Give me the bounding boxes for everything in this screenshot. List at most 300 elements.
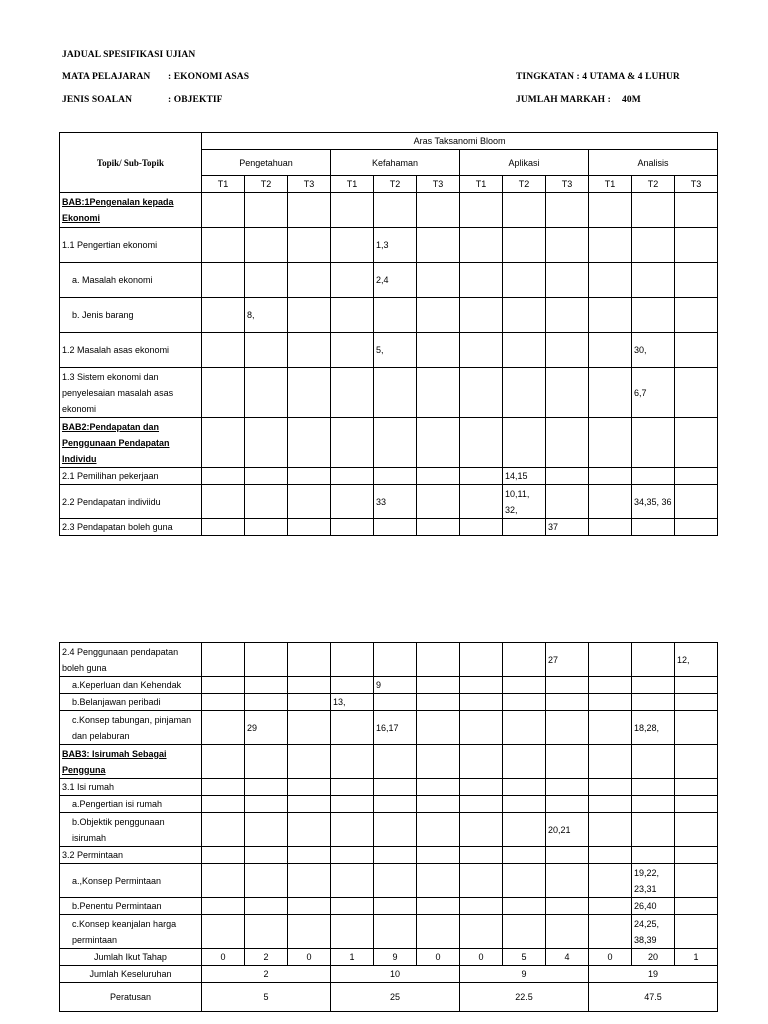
marks-value: 40M [622, 95, 641, 105]
question-cell [374, 193, 417, 228]
question-cell [417, 711, 460, 745]
table-row [60, 468, 718, 485]
jumlah-tahap-value: 4 [546, 949, 589, 966]
question-cell [331, 228, 374, 263]
topic-cell: a. Masalah ekonomi [60, 263, 202, 298]
question-cell [202, 193, 245, 228]
question-cell [589, 228, 632, 263]
question-cell [632, 745, 675, 779]
question-cell [331, 485, 374, 519]
table-row [60, 485, 718, 519]
question-cell: 1,3 [374, 228, 417, 263]
question-cell [288, 228, 331, 263]
table-row [60, 898, 718, 915]
topic-cell: 2.1 Pemilihan pekerjaan [60, 468, 202, 485]
question-cell [589, 915, 632, 949]
topic-cell: BAB2:Pendapatan dan Penggunaan Pendapatan Individu [60, 418, 202, 468]
question-cell [331, 898, 374, 915]
question-cell [675, 847, 718, 864]
question-cell [245, 864, 288, 898]
topic-cell: BAB3: Isirumah Sebagai Pengguna [60, 745, 202, 779]
question-cell [546, 864, 589, 898]
question-cell [245, 519, 288, 536]
jumlah-tahap-value: 20 [632, 949, 675, 966]
question-cell [546, 847, 589, 864]
question-cell: 12, [675, 643, 718, 677]
question-cell [374, 915, 417, 949]
question-cell [417, 333, 460, 368]
question-cell [460, 694, 503, 711]
question-cell [288, 915, 331, 949]
group-header: Pengetahuan [202, 150, 331, 176]
question-cell [460, 193, 503, 228]
jumlah-tahap-row [60, 949, 718, 966]
question-cell [460, 263, 503, 298]
question-cell [202, 368, 245, 418]
question-cell [288, 193, 331, 228]
question-cell [288, 368, 331, 418]
topic-cell: b.Objektik penggunaan isirumah [60, 813, 202, 847]
question-cell [589, 796, 632, 813]
type-label: JENIS SOALAN [62, 95, 133, 105]
jumlah-tahap-label: Jumlah Ikut Tahap [60, 949, 202, 966]
question-cell [202, 298, 245, 333]
question-cell [288, 779, 331, 796]
question-cell: 6,7 [632, 368, 675, 418]
question-cell: 18,28, [632, 711, 675, 745]
question-cell [288, 796, 331, 813]
question-cell [331, 643, 374, 677]
question-cell [546, 263, 589, 298]
question-cell [460, 847, 503, 864]
question-cell [503, 779, 546, 796]
question-cell [503, 368, 546, 418]
question-cell [503, 333, 546, 368]
question-cell: 16,17 [374, 711, 417, 745]
question-cell [675, 694, 718, 711]
question-cell [417, 643, 460, 677]
question-cell [675, 193, 718, 228]
question-cell [503, 643, 546, 677]
question-cell [503, 228, 546, 263]
group-header: Analisis [589, 150, 718, 176]
question-cell [546, 468, 589, 485]
topic-header: Topik/ Sub-Topik [60, 133, 202, 193]
question-cell [417, 694, 460, 711]
question-cell [503, 864, 546, 898]
question-cell [589, 333, 632, 368]
question-cell [288, 485, 331, 519]
question-cell [331, 745, 374, 779]
level-header: T1 [202, 176, 245, 193]
question-cell: 34,35, 36 [632, 485, 675, 519]
question-cell [546, 368, 589, 418]
question-cell [417, 898, 460, 915]
question-cell [288, 643, 331, 677]
question-cell [675, 263, 718, 298]
question-cell [503, 519, 546, 536]
question-cell [331, 333, 374, 368]
question-cell [331, 864, 374, 898]
question-cell [675, 915, 718, 949]
peratusan-value: 5 [202, 983, 331, 1012]
question-cell [417, 677, 460, 694]
topic-cell: b.Belanjawan peribadi [60, 694, 202, 711]
question-cell [202, 519, 245, 536]
table-row [60, 298, 718, 333]
question-cell [288, 813, 331, 847]
question-cell [417, 228, 460, 263]
question-cell [632, 418, 675, 468]
table-row [60, 779, 718, 796]
question-cell [417, 847, 460, 864]
question-cell [546, 298, 589, 333]
question-cell [374, 298, 417, 333]
question-cell [546, 779, 589, 796]
question-cell [460, 813, 503, 847]
question-cell [503, 677, 546, 694]
question-cell [245, 643, 288, 677]
question-cell [417, 745, 460, 779]
question-cell [546, 694, 589, 711]
question-cell [331, 915, 374, 949]
table-row [60, 519, 718, 536]
question-cell: 24,25, 38,39 [632, 915, 675, 949]
question-cell [417, 813, 460, 847]
table-row [60, 193, 718, 228]
question-cell [503, 694, 546, 711]
question-cell [245, 333, 288, 368]
question-cell [245, 745, 288, 779]
peratusan-value: 22.5 [460, 983, 589, 1012]
question-cell [288, 263, 331, 298]
question-cell [589, 847, 632, 864]
question-cell [589, 898, 632, 915]
question-cell [331, 263, 374, 298]
question-cell [288, 864, 331, 898]
question-cell [202, 745, 245, 779]
question-cell [417, 485, 460, 519]
question-cell [288, 418, 331, 468]
question-cell: 27 [546, 643, 589, 677]
question-cell [417, 779, 460, 796]
question-cell [632, 519, 675, 536]
question-cell [202, 468, 245, 485]
table-row [60, 333, 718, 368]
question-cell [503, 263, 546, 298]
question-cell [288, 468, 331, 485]
question-cell: 19,22, 23,31 [632, 864, 675, 898]
question-cell [374, 368, 417, 418]
question-cell [675, 519, 718, 536]
question-cell [589, 468, 632, 485]
jumlah-tahap-value: 0 [417, 949, 460, 966]
question-cell [546, 745, 589, 779]
question-cell [331, 813, 374, 847]
question-cell [417, 298, 460, 333]
question-cell: 37 [546, 519, 589, 536]
question-cell [632, 298, 675, 333]
topic-cell: c.Konsep tabungan, pinjaman dan pelaburan [60, 711, 202, 745]
table-row [60, 915, 718, 949]
level-header: T3 [675, 176, 718, 193]
question-cell [245, 228, 288, 263]
question-cell: 8, [245, 298, 288, 333]
topic-cell: 2.2 Pendapatan indiviidu [60, 485, 202, 519]
question-cell [202, 898, 245, 915]
question-cell [288, 519, 331, 536]
topic-cell: b. Jenis barang [60, 298, 202, 333]
question-cell [546, 711, 589, 745]
question-cell [675, 333, 718, 368]
table-row [60, 711, 718, 745]
topic-cell: a.Keperluan dan Kehendak [60, 677, 202, 694]
doc-title: JADUAL SPESIFIKASI UJIAN [62, 50, 196, 60]
question-cell [632, 694, 675, 711]
question-cell [202, 485, 245, 519]
question-cell [245, 915, 288, 949]
question-cell [460, 468, 503, 485]
question-cell: 26,40 [632, 898, 675, 915]
table-row [60, 263, 718, 298]
jumlah-tahap-value: 2 [245, 949, 288, 966]
question-cell [331, 468, 374, 485]
jumlah-tahap-value: 1 [675, 949, 718, 966]
jumlah-tahap-value: 9 [374, 949, 417, 966]
question-cell [417, 193, 460, 228]
question-cell [546, 485, 589, 519]
question-cell [503, 298, 546, 333]
jumlah-keseluruhan-row [60, 966, 718, 983]
question-cell [374, 643, 417, 677]
question-cell [589, 193, 632, 228]
subject-label: MATA PELAJARAN [62, 72, 151, 82]
level-header: T2 [632, 176, 675, 193]
question-cell [675, 796, 718, 813]
question-cell [675, 745, 718, 779]
question-cell [202, 847, 245, 864]
question-cell [245, 898, 288, 915]
question-cell [675, 228, 718, 263]
question-cell [546, 193, 589, 228]
jumlah-keseluruhan-value: 2 [202, 966, 331, 983]
jumlah-tahap-value: 0 [288, 949, 331, 966]
question-cell [245, 485, 288, 519]
question-cell [417, 519, 460, 536]
question-cell [546, 915, 589, 949]
question-cell [503, 745, 546, 779]
question-cell [417, 864, 460, 898]
question-cell [245, 677, 288, 694]
question-cell [202, 711, 245, 745]
question-cell: 10,11, 32, [503, 485, 546, 519]
question-cell [589, 519, 632, 536]
table-row [60, 745, 718, 779]
question-cell [675, 677, 718, 694]
question-cell [589, 643, 632, 677]
level-header: T2 [374, 176, 417, 193]
question-cell [245, 796, 288, 813]
question-cell [460, 864, 503, 898]
question-cell [331, 677, 374, 694]
question-cell: 14,15 [503, 468, 546, 485]
level-header: T1 [589, 176, 632, 193]
jumlah-tahap-value: 0 [589, 949, 632, 966]
peratusan-label: Peratusan [60, 983, 202, 1012]
question-cell [675, 813, 718, 847]
question-cell [460, 485, 503, 519]
question-cell [675, 298, 718, 333]
question-cell [589, 711, 632, 745]
question-cell [503, 193, 546, 228]
question-cell [202, 418, 245, 468]
question-cell [202, 228, 245, 263]
question-cell: 33 [374, 485, 417, 519]
question-cell [503, 418, 546, 468]
question-cell [417, 368, 460, 418]
question-cell [546, 333, 589, 368]
group-header: Kefahaman [331, 150, 460, 176]
topic-cell: a.,Konsep Permintaan [60, 864, 202, 898]
question-cell [245, 368, 288, 418]
question-cell [460, 677, 503, 694]
question-cell [503, 915, 546, 949]
question-cell [675, 864, 718, 898]
question-cell [374, 898, 417, 915]
jumlah-keseluruhan-label: Jumlah Keseluruhan [60, 966, 202, 983]
question-cell [202, 864, 245, 898]
question-cell [245, 263, 288, 298]
question-cell [202, 915, 245, 949]
jumlah-tahap-value: 0 [202, 949, 245, 966]
question-cell [589, 485, 632, 519]
jumlah-tahap-value: 5 [503, 949, 546, 966]
question-cell [374, 779, 417, 796]
peratusan-value: 25 [331, 983, 460, 1012]
question-cell [460, 298, 503, 333]
topic-cell: a.Pengertian isi rumah [60, 796, 202, 813]
question-cell [460, 418, 503, 468]
question-cell [460, 519, 503, 536]
question-cell [589, 263, 632, 298]
question-cell [245, 813, 288, 847]
question-cell [503, 711, 546, 745]
question-cell [288, 694, 331, 711]
question-cell [632, 677, 675, 694]
question-cell [675, 898, 718, 915]
subject-value: : EKONOMI ASAS [168, 72, 250, 82]
question-cell [374, 813, 417, 847]
question-cell [245, 847, 288, 864]
question-cell [288, 898, 331, 915]
question-cell: 5, [374, 333, 417, 368]
question-cell [675, 485, 718, 519]
question-cell [331, 193, 374, 228]
question-cell [202, 263, 245, 298]
question-cell [331, 519, 374, 536]
question-cell [589, 694, 632, 711]
table-row [60, 796, 718, 813]
question-cell [632, 847, 675, 864]
question-cell [288, 333, 331, 368]
topic-cell: 3.1 Isi rumah [60, 779, 202, 796]
question-cell [589, 813, 632, 847]
topic-cell: 3.2 Permintaan [60, 847, 202, 864]
question-cell [460, 368, 503, 418]
table-row [60, 813, 718, 847]
question-cell [589, 779, 632, 796]
question-cell [417, 263, 460, 298]
level-header: T1 [331, 176, 374, 193]
table-row [60, 694, 718, 711]
table-row [60, 418, 718, 468]
topic-cell: b.Penentu Permintaan [60, 898, 202, 915]
topic-cell: c.Konsep keanjalan harga permintaan [60, 915, 202, 949]
level-header: T3 [417, 176, 460, 193]
question-cell [675, 711, 718, 745]
level-header: T2 [245, 176, 288, 193]
question-cell [374, 745, 417, 779]
group-header: Aplikasi [460, 150, 589, 176]
jumlah-keseluruhan-value: 9 [460, 966, 589, 983]
topic-cell: 2.4 Penggunaan pendapatan boleh guna [60, 643, 202, 677]
question-cell [503, 898, 546, 915]
table-row [60, 847, 718, 864]
question-cell [503, 796, 546, 813]
spec-table-1 [59, 132, 718, 536]
question-cell [374, 694, 417, 711]
question-cell [589, 677, 632, 694]
question-cell [374, 847, 417, 864]
jumlah-keseluruhan-value: 19 [589, 966, 718, 983]
question-cell [331, 298, 374, 333]
topic-cell: 1.3 Sistem ekonomi dan penyelesaian masalah asas ekonomi [60, 368, 202, 418]
question-cell [288, 298, 331, 333]
topic-cell: 1.2 Masalah asas ekonomi [60, 333, 202, 368]
question-cell [374, 418, 417, 468]
question-cell [546, 796, 589, 813]
question-cell [245, 468, 288, 485]
question-cell: 9 [374, 677, 417, 694]
jumlah-tahap-value: 1 [331, 949, 374, 966]
question-cell [632, 228, 675, 263]
question-cell [589, 368, 632, 418]
question-cell [546, 898, 589, 915]
level-header: T3 [288, 176, 331, 193]
question-cell [245, 418, 288, 468]
question-cell [589, 298, 632, 333]
question-cell: 2,4 [374, 263, 417, 298]
question-cell [460, 915, 503, 949]
question-cell [460, 745, 503, 779]
question-cell [589, 864, 632, 898]
question-cell [632, 779, 675, 796]
question-cell [331, 418, 374, 468]
table-row [60, 643, 718, 677]
form-label: TINGKATAN : 4 UTAMA & 4 LUHUR [516, 72, 680, 82]
question-cell [632, 643, 675, 677]
question-cell [288, 745, 331, 779]
marks-label: JUMLAH MARKAH : [516, 95, 611, 105]
question-cell [245, 779, 288, 796]
question-cell [503, 813, 546, 847]
question-cell [460, 333, 503, 368]
question-cell [417, 418, 460, 468]
question-cell [202, 677, 245, 694]
question-cell: 30, [632, 333, 675, 368]
question-cell [374, 519, 417, 536]
level-header: T1 [460, 176, 503, 193]
